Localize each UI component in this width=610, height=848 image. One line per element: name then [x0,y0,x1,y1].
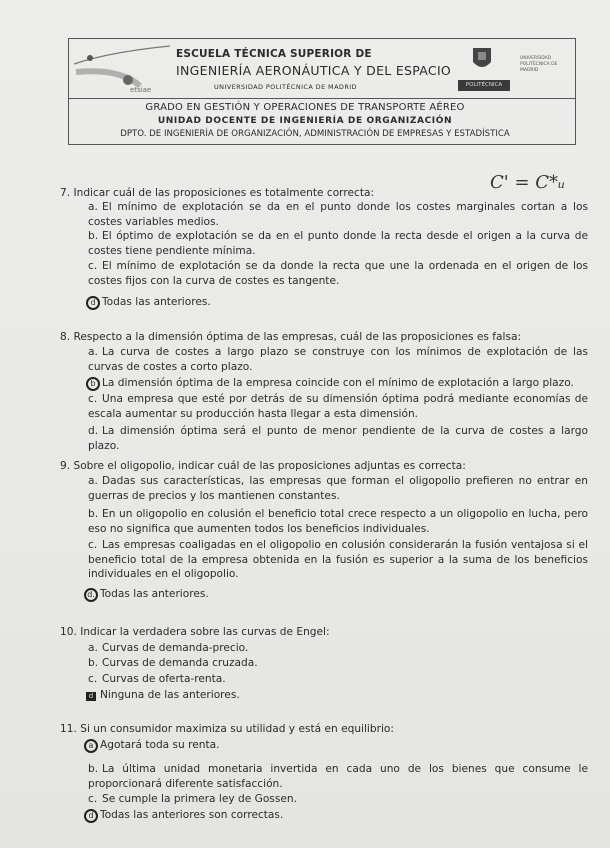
unit-title: UNIDAD DOCENTE DE INGENIERÍA DE ORGANIZACIÓN [157,116,453,126]
selected-answer-circle: a [84,739,98,753]
question-9-stem: 9. Sobre el oligopolio, indicar cuál de las proposiciones adjuntas es correcta: [60,460,466,472]
question-7-option-a [88,200,588,229]
option-text: El mínimo de explotación se da en el punto donde los costes marginales cortan a los costes variables medios. [88,201,588,228]
option-text: Dadas sus características, las empresas que forman el oligopolio prefieren no entrar en guerras de precios y los mantienen constantes. [88,475,588,502]
option-text: Todas las anteriores. [102,296,211,308]
option-letter: c. [88,393,98,405]
logo-text: etsiae [130,86,152,94]
option-text: Curvas de demanda-precio. [102,642,249,654]
question-9-option-a [88,474,588,503]
question-9-option-c [88,538,588,582]
selected-answer-box: d [86,692,96,701]
side-text: UNIVERSIDAD POLITÉCNICA DE MADRID [520,56,558,73]
question-8-option-c [88,392,588,421]
politecnica-badge: POLITÉCNICA [458,80,510,91]
option-text: Todas las anteriores son correctas. [100,809,284,821]
option-text: La dimensión óptima de la empresa coincide con el mínimo de explotación a largo plazo. [102,377,574,389]
question-10-option-a [88,641,588,656]
school-name-line2: INGENIERÍA AERONÁUTICA Y DEL ESPACIO [176,63,452,78]
option-letter: b. [88,230,99,242]
department-title: DPTO. DE INGENIERÍA DE ORGANIZACIÓN, ADMINISTRACIÓN DE EMPRESAS Y ESTADÍSTICA [120,129,510,139]
school-name-line1: ESCUELA TÉCNICA SUPERIOR DE [176,48,372,60]
option-text: El mínimo de explotación se da donde la recta que une la ordenada en el origen de los costes fijos con la curva de costes es tangente. [88,260,588,287]
option-text: Las empresas coaligadas en el oligopolio en colusión considerarán la fusión ventajosa si el beneficio total de la empresa obtenida en la fusión es superior a la suma de los beneficios individuales en el oligopolio. [88,539,588,580]
question-7-option-b [88,229,588,258]
question-8-option-b [86,376,586,391]
option-text: Ninguna de las anteriores. [100,689,240,701]
option-letter: b. [88,763,99,775]
question-7-stem: 7. Indicar cuál de las proposiciones es totalmente correcta: [60,187,375,199]
option-letter: c. [88,539,98,551]
option-letter: c. [88,260,98,272]
question-7-option-c [88,259,588,288]
selected-answer-circle: b [86,377,100,391]
selected-answer-circle: d. [84,588,98,602]
option-text: Todas las anteriores. [100,588,209,600]
question-11-option-b [88,762,588,791]
option-text: La última unidad monetaria invertida en cada uno de los bienes que consume le proporcionará diferente satisfacción. [88,763,588,790]
question-8-option-d [88,424,588,453]
option-letter: c. [88,793,98,805]
degree-title: GRADO EN GESTIÓN Y OPERACIONES DE TRANSPORTE AÉREO [145,102,465,113]
option-letter: a. [88,346,98,358]
option-letter: b. [88,657,99,669]
option-text: La dimensión óptima será el punto de menor pendiente de la curva de costes a largo plazo. [88,425,588,452]
option-text: En un oligopolio en colusión el beneficio total crece respecto a un oligopolio en lucha, pero eso no significa que aumenten todos los beneficios individuales. [88,508,588,535]
option-text: La curva de costes a largo plazo se construye con los mínimos de explotación de las curvas de costes a corto plazo. [88,346,588,373]
university-name: UNIVERSIDAD POLITÉCNICA DE MADRID [214,83,357,91]
option-letter: b. [88,508,99,520]
question-9-option-b [88,507,588,536]
option-letter: c. [88,673,98,685]
question-8-stem: 8. Respecto a la dimensión óptima de las empresas, cuál de las proposiciones es falsa: [60,331,522,343]
question-10-stem: 10. Indicar la verdadera sobre las curvas de Engel: [60,626,330,638]
question-9-option-d [84,587,584,602]
option-text: Curvas de oferta-renta. [102,673,226,685]
option-letter: a. [88,201,98,213]
question-7-option-d [86,295,586,310]
option-letter: d. [88,425,99,437]
etsiae-logo [70,42,174,98]
handwritten-note: C' = C*ᵤ [490,172,566,193]
option-text: Una empresa que esté por detrás de su dimensión óptima podrá mediante economías de escala aumentar su producción hasta llegar a esta dimensión. [88,393,588,420]
question-8-option-a [88,345,588,374]
question-11-option-c [88,792,588,807]
option-text: Se cumple la primera ley de Gossen. [102,793,297,805]
question-10-option-b [88,656,588,671]
question-10-option-c [88,672,588,687]
upm-crest-icon [470,44,494,74]
selected-answer-circle: d [86,296,100,310]
question-11-option-d [84,808,584,823]
option-text: Agotará toda su renta. [100,739,220,751]
question-11-option-a [84,738,584,753]
option-letter: a. [88,642,98,654]
question-11-stem: 11. Si un consumidor maximiza su utilidad y está en equilibrio: [60,723,394,735]
question-10-option-d [86,688,586,703]
option-letter: a. [88,475,98,487]
option-text: Curvas de demanda cruzada. [102,657,258,669]
option-text: El óptimo de explotación se da en el punto donde la recta desde el origen a la curva de costes tiene pendiente mínima. [88,230,588,257]
selected-answer-circle: d [84,809,98,823]
